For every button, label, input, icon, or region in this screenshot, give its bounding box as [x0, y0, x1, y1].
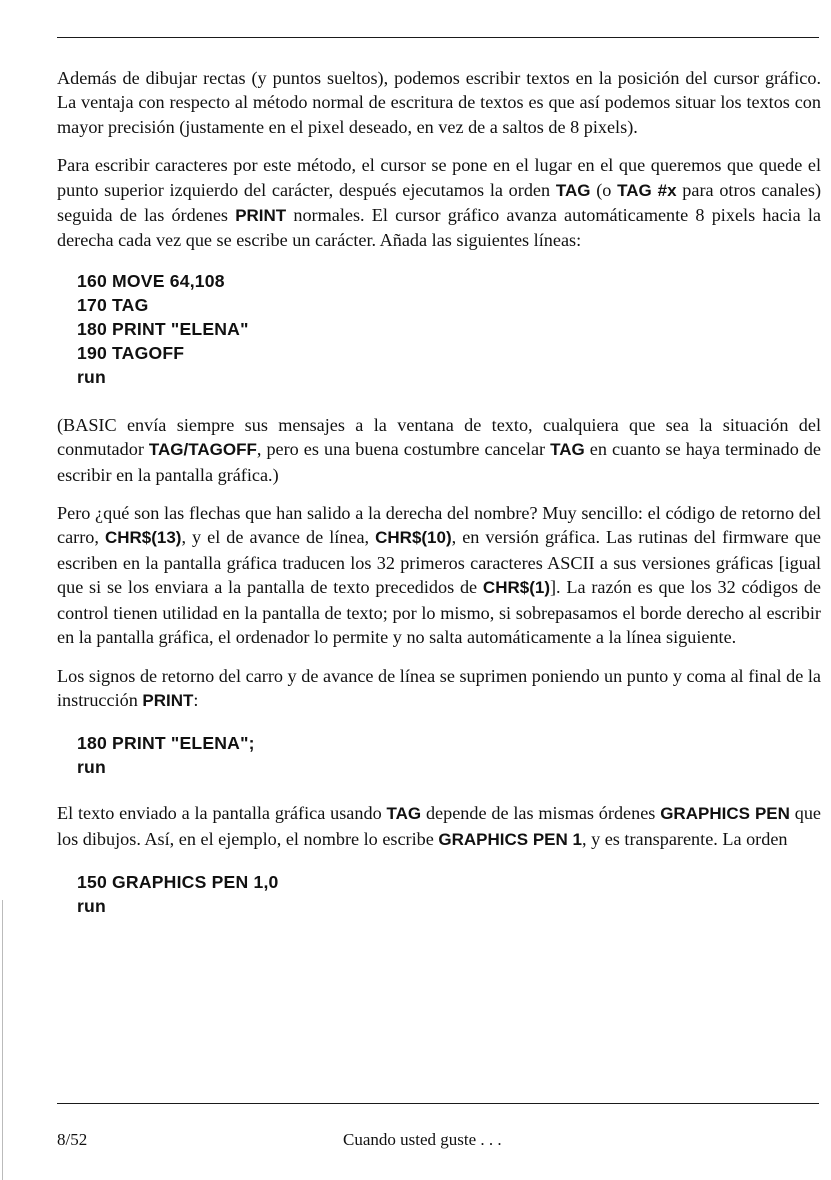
- paragraph-4: [57, 501, 821, 649]
- keyword-graphics-pen-1: GRAPHICS PEN 1: [438, 829, 582, 849]
- text-run: , pero es una buena costumbre cancelar: [256, 439, 551, 460]
- paragraph-2: [57, 153, 821, 253]
- keyword-tag-tagoff: TAG/TAGOFF: [148, 440, 257, 460]
- keyword-graphics-pen: GRAPHICS PEN: [660, 804, 790, 824]
- text-run: ]. La razón es que los 32 códigos de control tienen utilidad en la pantalla de texto; por lo mismo, si sobrepasamos el borde derecho al escribir en la pantalla gráfica, el ordenador lo permite y no salta automáticamente a la línea siguiente.: [57, 577, 821, 648]
- text-run: que los dibujos. Así, en el ejemplo, el nombre lo escribe: [57, 803, 821, 849]
- text-run: normales. El cursor gráfico avanza automáticamente 8 pixels hacia la derecha cada vez que se escribe un carácter. Añada las siguientes líneas:: [57, 205, 821, 251]
- text-run: , y el de avance de línea,: [181, 527, 376, 548]
- paragraph-5: [57, 664, 821, 714]
- code-line: 190 TAGOFF: [77, 342, 185, 363]
- text-run: Para escribir caracteres por este método, el cursor se pone en el lugar en el que queremos que quede el punto superior izquierdo del carácter, después ejecutamos la orden: [57, 155, 821, 200]
- bottom-rule: [57, 1103, 819, 1104]
- text-run: depende de las mismas órdenes: [421, 803, 661, 824]
- keyword-chr10: CHR$(10): [375, 528, 452, 548]
- paragraph-1-text: Además de dibujar rectas (y puntos sueltos), podemos escribir textos en la posición del cursor gráfico. La ventaja con respecto al método normal de escritura de textos es que así podemos situar los textos con mayor precisión (justamente en el pixel deseado, en vez de a saltos de 8 pixels).: [57, 68, 821, 137]
- running-title: Cuando usted guste . . .: [343, 1130, 502, 1149]
- text-run: para otros canales) seguida de las órdenes: [57, 179, 821, 226]
- paragraph-6: [57, 801, 821, 852]
- code-block-1: [77, 269, 821, 389]
- paragraph-3: [57, 413, 821, 487]
- page-number: 8/52: [57, 1130, 88, 1149]
- code-line: run: [77, 366, 106, 387]
- text-run: , y es transparente. La orden: [581, 828, 788, 849]
- code-block-3: [77, 870, 821, 918]
- keyword-print: PRINT: [142, 690, 194, 710]
- text-run: , en versión gráfica. Las rutinas del firmware que escriben en la pantalla gráfica traducen los 32 primeros caracteres ASCII a sus versiones gráficas [igual que si se los enviara a la pantalla de texto precedidos de: [57, 527, 822, 598]
- page-body: [57, 66, 821, 940]
- keyword-print: PRINT: [235, 206, 287, 226]
- code-line: 180 PRINT "ELENA": [77, 318, 249, 339]
- keyword-chr1: CHR$(1): [482, 578, 550, 598]
- text-run: Los signos de retorno del carro y de avance de línea se suprimen poniendo un punto y coma al final de la instrucción: [57, 665, 821, 710]
- code-line: 170 TAG: [77, 294, 149, 315]
- top-rule: [57, 37, 819, 38]
- keyword-tag-channel: TAG #x: [617, 180, 677, 200]
- code-line: 150 GRAPHICS PEN 1,0: [77, 872, 279, 893]
- text-run: (BASIC envía siempre sus mensajes a la ventana de texto, cualquiera que sea la situación del conmutador: [57, 414, 821, 460]
- text-run: El texto enviado a la pantalla gráfica usando: [57, 803, 387, 824]
- code-line: run: [77, 896, 106, 917]
- scan-edge-mark: [2, 900, 3, 1180]
- paragraph-1: [57, 66, 821, 139]
- keyword-tag: TAG: [386, 804, 422, 824]
- code-block-2: [77, 731, 821, 779]
- code-line: 160 MOVE 64,108: [77, 270, 225, 291]
- code-line: 180 PRINT "ELENA";: [77, 733, 255, 754]
- keyword-tag: TAG: [555, 180, 591, 200]
- keyword-tag: TAG: [550, 440, 585, 460]
- text-run: (o: [590, 179, 618, 200]
- text-run: Pero ¿qué son las flechas que han salido a la derecha del nombre? Muy sencillo: el código de retorno del carro,: [57, 503, 821, 548]
- code-line: run: [77, 757, 106, 778]
- text-run: en cuanto se haya terminado de escribir en la pantalla gráfica.): [57, 439, 821, 485]
- keyword-chr13: CHR$(13): [104, 528, 182, 548]
- text-run: :: [193, 689, 199, 710]
